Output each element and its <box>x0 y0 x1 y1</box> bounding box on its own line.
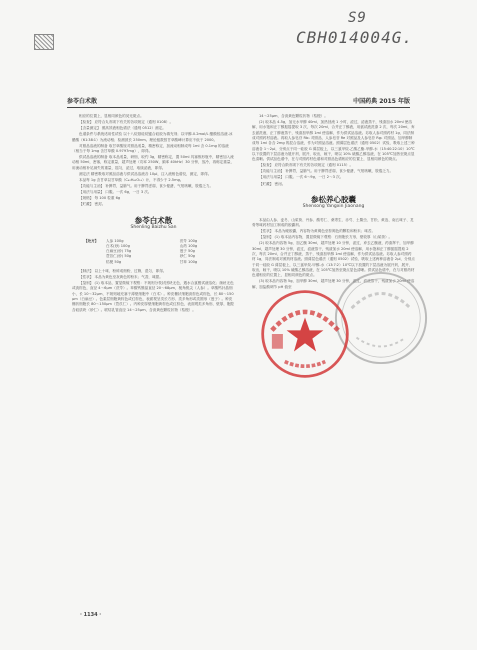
table-cell: 砂仁 50g <box>179 254 195 259</box>
handwritten-code: CBH014004G. <box>296 28 413 47</box>
right-column <box>252 114 415 291</box>
paragraph: 【功能与主治】 补脾胃，益肺气。用于脾胃虚弱，食少便溏，气短咳嗽，肢倦乏力。 <box>79 183 214 188</box>
monograph-pinyin: Shenling Baizhu San <box>130 224 177 230</box>
formula-label: 【处方】 <box>84 238 99 243</box>
paragraph: (2) 取本品 4.5g，加无水甲醇 40ml，加热回流 1 小时，滤过，滤液蒸干，残渣加水 20ml 使溶解，用水饱和正丁醇振摇提取 3 次，每次 20ml，合并正丁醇液，用氨试液洗涤 2 次，每次 20ml，弃去氨洗液，正丁醇液蒸干，残渣加甲醇 1ml 使溶解，作为供试品溶液。另取人参对照药材 1g，同法制成对照药材溶液。再取人参皂苷 Rb₁ 对照品、人参皂苷 Re 对照品及人参皂苷 Rg₁ 对照品，加甲醇制成每 1ml 各含 2mg 的混合溶液，作为对照品溶液。照薄层色谱法（通则 0502）试验，吸取上述三种溶液各 1～2μl，分别点于同一硅胶 G 薄层板上，以三氯甲烷-乙酸乙酯-甲醇-水（15∶40∶22∶10）10℃以下放置的下层溶液为展开剂，展开，取出，晾干，喷以 10% 硫酸乙醇溶液，在 105℃加热至斑点显色清晰。供试品色谱中，在与对照药材色谱和对照品色谱相应的位置上，显相同颜色的斑点。 <box>252 120 415 162</box>
paragraph: 【含量测定】 照高效液相色谱法（通则 0512）测定。 <box>79 126 166 131</box>
paragraph: 14～25μm，含淡黄色颗粒状物（桔梗）。 <box>259 114 328 118</box>
red-seal-stamp <box>259 288 351 380</box>
paragraph: 【制法】 以上十味，粉碎成细粉，过筛，混匀，即得。 <box>79 269 167 273</box>
paragraph: (2) 取本品内容物 5g，加乙醚 30ml，超声处理 10 分钟，滤过，弃去乙醚液，药渣挥干，加甲醇 30ml，超声处理 30 分钟，滤过，滤液蒸干，残渣加水 20ml 使溶解，用水饱和正丁醇振摇提取 2 次，每次 20ml，合并正丁醇液，蒸干，残渣加甲醇 1ml 使溶解，作为供试品溶液。另取人参对照药材 1g，同法制成对照药材溶液。照薄层色谱法（通则 0502）试验，吸取上述两种溶液各 2μl，分别点于同一硅胶 G 薄层板上，以三氯甲烷-甲醇-水（13∶7∶2）10℃以下放置的下层溶液为展开剂，展开，取出，晾干，喷以 10% 硫酸乙醇溶液，在 105℃加热至斑点显色清晰。供试品色谱中，在与对照药材色谱相应的位置上，显相同颜色的斑点。 <box>252 241 415 278</box>
table-cell: 莲子 50g <box>179 249 195 254</box>
paragraph: 【性状】 本品为硬胶囊，内容物为黄褐色至棕褐色的颗粒和粉末；味苦。 <box>259 229 376 234</box>
paragraph: 【鉴别】 (1) 取本品，置显微镜下观察：不规则分枝状团块无色，遇水合氯醛试液溶化；菌丝无色或淡棕色，直径 4～6μm（茯苓）。草酸钙簇晶直径 20～68μm，棱角锐尖（人参）。草酸钙针晶细小，长 10～32μm，不规则地充塞于薄壁细胞中（白术）。种皮栅状细胞淡棕色或棕色，长 80～150μm（白扁豆）。色素层细胞黄棕色或红棕色，表面观呈类长方形、类多角形或类圆形（莲子）。种皮栅状细胞长 80～150μm（薏苡仁）。内种皮厚壁细胞黄棕色或红棕色，表面观类多角形，壁厚，胞腔含硅质块（砂仁）。联结乳管直径 14～25μm，含淡黄色颗粒状物（桔梗）。 <box>72 281 235 312</box>
table-cell: 白扁豆(炒) 75g <box>106 249 132 254</box>
paragraph: 本品每 1g 含甘草以甘草酸（C₄₂H₆₂O₁₆）计，不得少于 2.5mg。 <box>79 177 184 182</box>
paragraph: 供试品溶液的制备 取本品适量，研细，取约 3g，精密称定，置 50ml 具塞锥形瓶中，精密加入流动相 50ml，密塞，称定重量，超声处理（功率 250W，频率 40kHz）30 分钟，放冷，再称定重量，用流动相补足减失的重量，摇匀，滤过，取续滤液，即得。 <box>72 155 235 170</box>
monograph-pinyin: Shensong Yangxin Jiaonang <box>302 203 365 209</box>
paragraph: (3) 取本品内容物 5g，加甲醇 30ml，超声处理 30 分钟，滤过，滤液蒸干，残渣加水 20ml 使溶解，加盐酸调节 pH 值至 <box>252 279 415 289</box>
running-header-right: 中国药典 2015 年版 <box>353 98 410 105</box>
paragraph: 相应的位置上，显相同颜色的荧光斑点。 <box>79 114 144 118</box>
table-cell: 薏苡仁(炒) 50g <box>106 254 132 259</box>
paragraph: 测定法 精密吸取对照品溶液与供试品溶液各 10μl，注入液相色谱仪，测定，即得。 <box>79 171 212 176</box>
paragraph: 色谱条件与系统适用性试验 以十八烷基硅烷键合硅胶为填充剂；以甲醇-0.2mol/L 醋酸铵溶液-冰醋酸（61∶38∶1）为流动相；检测波长 250nm。理论板数按甘草酸峰计算应不低于 2000。 <box>72 132 233 142</box>
paragraph: 【检查】 应符合丸剂项下有关的各项规定（通则 0108）。 <box>79 120 174 125</box>
table-cell: 山药 100g <box>179 243 198 248</box>
paragraph: 【用法与用量】 口服。一次 6～9g，一日 2～3 次。 <box>259 175 344 180</box>
monograph-title: 参松养心胶囊 <box>311 194 356 204</box>
corner-stamp-mark <box>34 34 54 50</box>
paragraph: 【鉴别】 (1) 取本品内容物，置显微镜下观察：石细胞长方形，壁较厚（山茱萸）。 <box>259 235 393 240</box>
table-cell: 甘草 100g <box>179 259 198 264</box>
paragraph: 【规格】 每 100 粒重 6g <box>79 196 121 201</box>
page-number: · 1134 · <box>80 612 102 618</box>
monograph-title-block <box>252 195 415 210</box>
monograph-title-block <box>72 216 235 231</box>
paragraph: 本品由人参、麦冬、山茱萸、丹参、酸枣仁、桑寄生、赤芍、土鳖虫、甘松、黄连、南五味子、龙骨等味药材加工制成的胶囊剂。 <box>252 217 414 228</box>
running-header-left: 参苓白术散 <box>67 98 98 105</box>
monograph-title: 参苓白术散 <box>134 215 173 225</box>
table-cell: 桔梗 50g <box>106 259 122 264</box>
running-header <box>67 95 410 108</box>
table-cell: 人参 100g <box>106 238 124 243</box>
paragraph: 【用法与用量】 口服。一次 6g，一日 3 次。 <box>79 190 152 195</box>
paragraph: 【检查】 应符合散剂项下有关的各项规定（通则 0115）。 <box>259 163 354 168</box>
paragraph: 【贮藏】 密闭。 <box>259 181 286 186</box>
handwritten-number: S9 <box>348 10 367 26</box>
table-cell: 茯苓 100g <box>179 238 198 243</box>
paragraph: 【功能与主治】 补脾胃，益肺气。用于脾胃虚弱，食少便溏，气短咳嗽，肢倦乏力。 <box>259 169 394 174</box>
formula-table <box>82 239 232 265</box>
table-row <box>82 260 232 265</box>
paragraph: 对照品溶液的制备 取甘草酸铵对照品适量，精密称定，加流动相制成每 1ml 含 0.1mg 的溶液（相当于每 1mg 含甘草酸 0.9797mg），即得。 <box>72 143 229 153</box>
left-column <box>72 114 235 314</box>
paragraph: 【性状】 本品为黄色至灰黄色的粉末；气香，味甜。 <box>79 275 163 280</box>
table-cell: 白术(炒) 100g <box>106 243 130 248</box>
paragraph: 【贮藏】 密封。 <box>79 202 106 207</box>
